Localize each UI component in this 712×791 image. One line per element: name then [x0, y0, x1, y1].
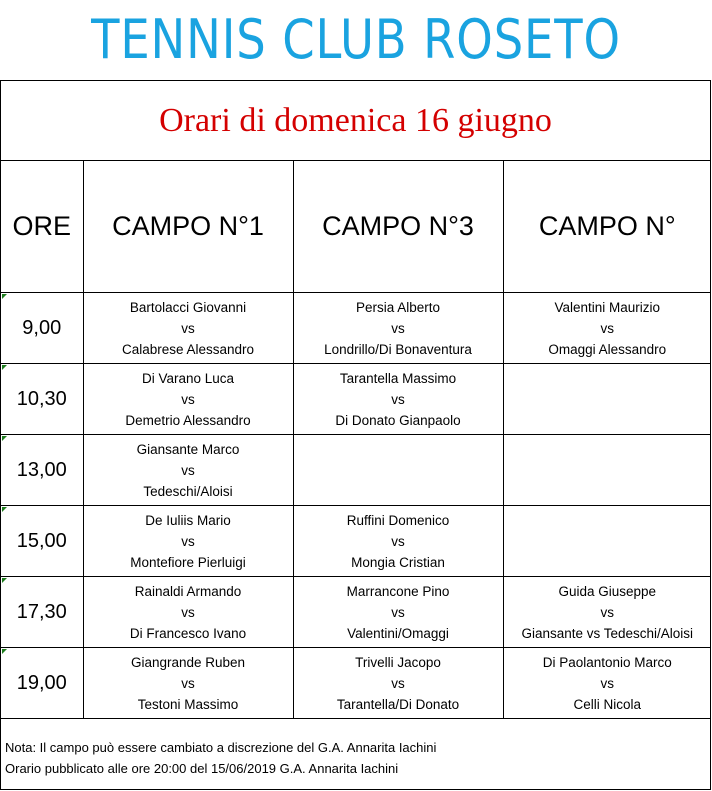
- time-cell: 19,00: [1, 648, 83, 719]
- player-name: Tarantella/Di Donato: [336, 696, 460, 712]
- match-cell-c4: [503, 577, 711, 648]
- player-name: Di Varano Luca: [141, 370, 235, 386]
- header-ore: ORE: [1, 161, 83, 293]
- player-name: Ruffini Domenico: [346, 512, 450, 528]
- match-cell-c3: [293, 435, 503, 506]
- note-line: Orario pubblicato alle ore 20:00 del 15/06/2019 G.A. Annarita Iachini: [5, 761, 399, 776]
- versus-label: vs: [391, 391, 405, 407]
- versus-label: vs: [600, 675, 614, 691]
- match-cell-c3: [293, 577, 503, 648]
- match-cell-c1: [83, 506, 293, 577]
- schedule-frame: [0, 80, 711, 790]
- player-name: Testoni Massimo: [137, 696, 239, 712]
- player-name: Trivelli Jacopo: [355, 654, 441, 670]
- player-name: Montefiore Pierluigi: [130, 554, 246, 570]
- versus-label: vs: [181, 462, 195, 478]
- versus-label: vs: [391, 533, 405, 549]
- note-line: Nota: Il campo può essere cambiato a discrezione del G.A. Annarita Iachini: [5, 740, 437, 755]
- schedule-subtitle: Orari di domenica 16 giugno: [1, 81, 710, 161]
- match-cell-c3: [293, 293, 503, 364]
- player-name: Giangrande Ruben: [130, 654, 246, 670]
- player-name: Demetrio Alessandro: [125, 412, 251, 428]
- player-name: De Iuliis Mario: [145, 512, 231, 528]
- versus-label: vs: [181, 675, 195, 691]
- versus-label: vs: [181, 604, 195, 620]
- versus-label: vs: [391, 604, 405, 620]
- schedule-body: [1, 293, 711, 719]
- match-cell-c4: [503, 648, 711, 719]
- header-campo-3: CAMPO N°3: [293, 161, 503, 293]
- player-name: Valentini Maurizio: [554, 299, 661, 315]
- player-name: Londrillo/Di Bonaventura: [324, 341, 472, 357]
- time-cell: 15,00: [1, 506, 83, 577]
- player-name: Omaggi Alessandro: [548, 341, 667, 357]
- player-name: Di Donato Gianpaolo: [335, 412, 461, 428]
- match-cell-c4: [503, 435, 711, 506]
- time-cell: 17,30: [1, 577, 83, 648]
- notes: [1, 719, 710, 790]
- match-cell-c4: [503, 506, 711, 577]
- player-name: Guida Giuseppe: [558, 583, 657, 599]
- player-name: Rainaldi Armando: [134, 583, 242, 599]
- table-row: [1, 364, 711, 435]
- player-name: Tedeschi/Aloisi: [143, 483, 233, 499]
- match-cell-c4: [503, 364, 711, 435]
- versus-label: vs: [600, 604, 614, 620]
- versus-label: vs: [181, 533, 195, 549]
- player-name: Persia Alberto: [355, 299, 441, 315]
- table-row: [1, 506, 711, 577]
- versus-label: vs: [181, 391, 195, 407]
- time-cell: 10,30: [1, 364, 83, 435]
- header-campo-4: CAMPO N°: [503, 161, 711, 293]
- player-name: Mongia Cristian: [351, 554, 445, 570]
- header-campo-1: CAMPO N°1: [83, 161, 293, 293]
- player-name: Bartolacci Giovanni: [129, 299, 247, 315]
- match-cell-c1: [83, 364, 293, 435]
- match-cell-c1: [83, 577, 293, 648]
- table-row: [1, 293, 711, 364]
- match-cell-c1: [83, 293, 293, 364]
- player-name: Marrancone Pino: [346, 583, 450, 599]
- player-name: Valentini/Omaggi: [347, 625, 449, 641]
- player-name: Tarantella Massimo: [339, 370, 457, 386]
- versus-label: vs: [600, 320, 614, 336]
- player-name: Giansante vs Tedeschi/Aloisi: [521, 625, 694, 641]
- header-row: [1, 161, 711, 293]
- versus-label: vs: [391, 675, 405, 691]
- player-name: Calabrese Alessandro: [121, 341, 255, 357]
- table-row: [1, 577, 711, 648]
- table-row: [1, 435, 711, 506]
- player-name: Di Francesco Ivano: [129, 625, 247, 641]
- time-cell: 9,00: [1, 293, 83, 364]
- time-cell: 13,00: [1, 435, 83, 506]
- match-cell-c1: [83, 648, 293, 719]
- club-title: TENNIS CLUB ROSETO: [91, 8, 621, 71]
- player-name: Di Paolantonio Marco: [542, 654, 672, 670]
- player-name: Giansante Marco: [136, 441, 240, 457]
- match-cell-c1: [83, 435, 293, 506]
- match-cell-c3: [293, 648, 503, 719]
- match-cell-c3: [293, 506, 503, 577]
- match-cell-c4: [503, 293, 711, 364]
- table-row: [1, 648, 711, 719]
- schedule-table: [1, 161, 711, 719]
- match-cell-c3: [293, 364, 503, 435]
- versus-label: vs: [391, 320, 405, 336]
- player-name: Celli Nicola: [573, 696, 642, 712]
- versus-label: vs: [181, 320, 195, 336]
